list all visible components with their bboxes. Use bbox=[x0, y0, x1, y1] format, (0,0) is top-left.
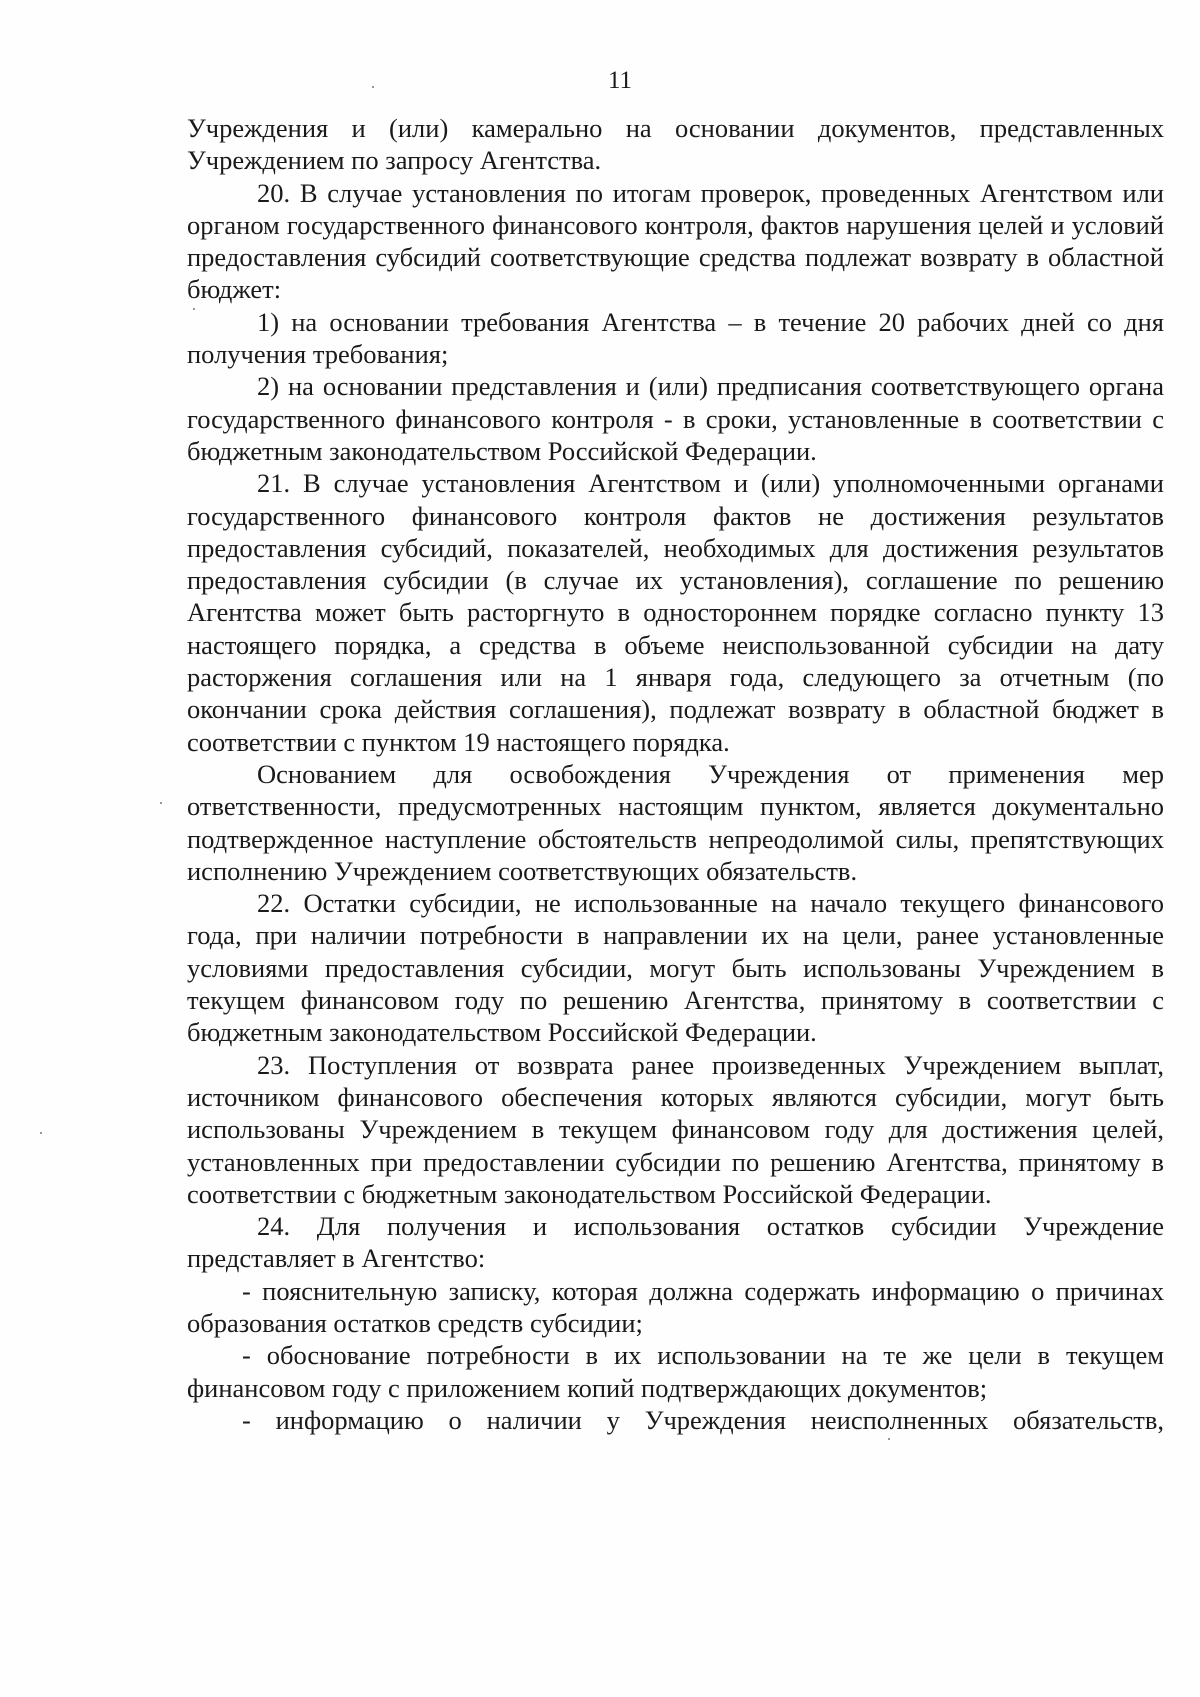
paragraph-clause-20: 20. В случае установления по итогам проверок, проведенных Агентством или органом государственного финансового контроля, фактов нарушения целей и условий предоставления субсидий соответствующие средства подлежат возврату в областной бюджет: bbox=[187, 177, 1164, 305]
paragraph-clause-22: 22. Остатки субсидии, не использованные на начало текущего финансового года, при наличии потребности в направлении их на цели, ранее установленные условиями предоставления субсидии, могут быть использованы Учреждением в текущем финансовом году по решению Агентства, принятому в соответствии с бюджетным законодательством Российской Федерации. bbox=[187, 888, 1164, 1048]
list-item-explanatory-note: - пояснительную записку, которая должна содержать информацию о причинах образования остатков средств субсидии; bbox=[187, 1275, 1164, 1338]
paragraph-clause-21-grounds: Основанием для освобождения Учреждения от применения мер ответственности, предусмотренных настоящим пунктом, является документально подтвержденное наступление обстоятельств непреодолимой силы, препятствующих исполнению Учреждением соответствующих обязательств. bbox=[187, 758, 1164, 886]
document-body bbox=[187, 112, 1164, 1436]
scan-speck bbox=[193, 308, 195, 310]
paragraph-clause-23: 23. Поступления от возврата ранее произведенных Учреждением выплат, источником финансового обеспечения которых являются субсидии, могут быть использованы Учреждением в текущем финансовом году для достижения целей, установленных при предоставлении субсидии по решению Агентства, принятому в соответствии с бюджетным законодательством Российской Федерации. bbox=[187, 1049, 1164, 1209]
paragraph-clause-20-item-2: 2) на основании представления и (или) предписания соответствующего органа государственного финансового контроля - в сроки, установленные в соответствии с бюджетным законодательством Российской Федерации. bbox=[187, 371, 1164, 466]
scan-speck bbox=[888, 1438, 890, 1440]
scan-speck bbox=[372, 86, 374, 88]
paragraph-clause-20-item-1: 1) на основании требования Агентства – в течение 20 рабочих дней со дня получения требования; bbox=[187, 306, 1164, 370]
page-number: 11 bbox=[607, 67, 633, 94]
list-item-justification: - обоснование потребности в их использовании на те же цели в текущем финансовом году с приложением копий подтверждающих документов; bbox=[187, 1340, 1164, 1403]
paragraph-clause-24: 24. Для получения и использования остатков субсидии Учреждение представляет в Агентство: bbox=[187, 1211, 1164, 1274]
scan-speck bbox=[40, 1132, 42, 1134]
scan-speck bbox=[160, 802, 162, 804]
paragraph-continuation: Учреждения и (или) камерально на основании документов, представленных Учреждением по запросу Агентства. bbox=[187, 113, 1164, 176]
list-item-obligations-info: - информацию о наличии у Учреждения неисполненных обязательств, bbox=[242, 1404, 1164, 1435]
paragraph-clause-21: 21. В случае установления Агентством и (или) уполномоченными органами государственного финансового контроля фактов не достижения результатов предоставления субсидий, показателей, необходимых для достижения результатов предоставления субсидии (в случае их установления), соглашение по решению Агентства может быть расторгнуто в одностороннем порядке согласно пункту 13 настоящего порядка, а средства в объеме неиспользованной субсидии на дату расторжения соглашения или на 1 января года, следующего за отчетным (по окончании срока действия соглашения), подлежат возврату в областной бюджет в соответствии с пунктом 19 настоящего порядка. bbox=[187, 468, 1164, 757]
